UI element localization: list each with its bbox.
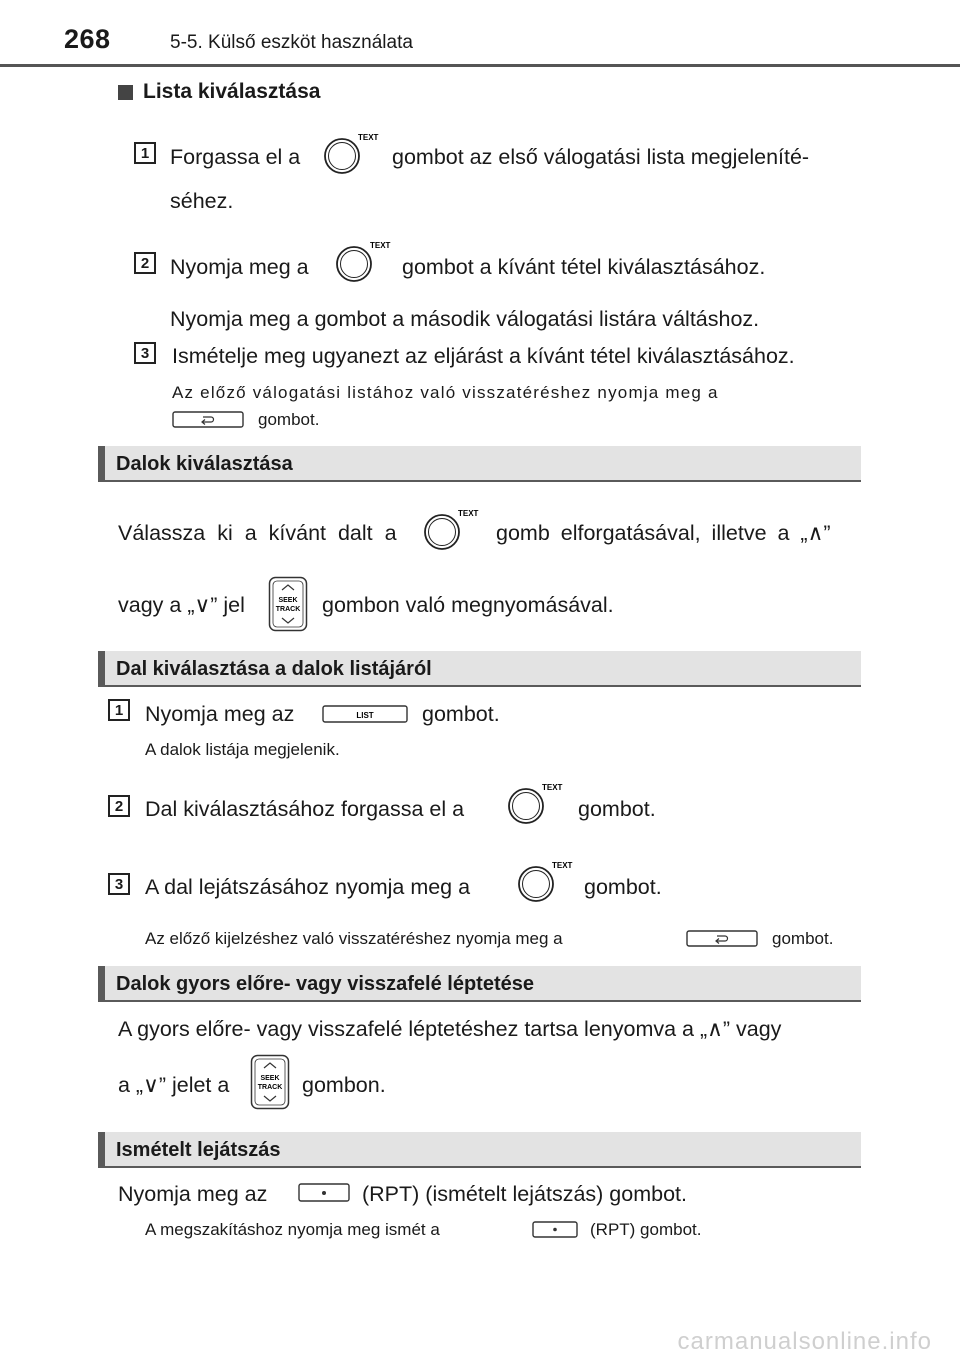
section-header-song-list: Dal kiválasztása a dalok listájáról (98, 651, 861, 687)
seek-track-button-icon (250, 1054, 290, 1110)
list-step1-b: gombot. (422, 702, 500, 726)
step-number: 1 (134, 142, 156, 164)
svg-text:SEEK: SEEK (278, 597, 298, 604)
svg-text:TEXT: TEXT (370, 241, 391, 250)
rpt-button-icon (532, 1220, 578, 1240)
tune-knob-icon (322, 132, 379, 180)
svg-text:TEXT: TEXT (542, 783, 563, 792)
step-number: 1 (108, 699, 130, 721)
watermark: carmanualsonline.info (677, 1328, 932, 1355)
list-selection-heading: Lista kiválasztása (118, 80, 320, 104)
square-bullet-icon (118, 85, 133, 100)
step-number: 2 (134, 252, 156, 274)
page-number: 268 (64, 24, 111, 54)
step3-text: Ismételje meg ugyanezt az eljárást a kívánt tétel kiválasztásához. (172, 344, 795, 368)
list-step3-a: A dal lejátszásához nyomja meg a (145, 875, 471, 899)
tune-knob-icon (422, 508, 479, 556)
step1-text-b: gombot az első válogatási lista megjeleníté- (392, 145, 810, 169)
back-button-icon (686, 929, 758, 949)
rpt-button-icon (298, 1182, 350, 1204)
back-note-line1: Az előző válogatási listához való visszatéréshez nyomja meg a (172, 383, 719, 402)
section-header-fast-forward: Dalok gyors előre- vagy visszafelé léptetése (98, 966, 861, 1002)
seek-track-button-icon (268, 576, 308, 632)
step-number: 3 (108, 873, 130, 895)
step2-text-b: gombot a kívánt tétel kiválasztásához. (402, 255, 766, 279)
chapter-title: 5-5. Külső eszköt használata (170, 32, 413, 53)
svg-text:SEEK: SEEK (260, 1075, 280, 1082)
list-button-icon (322, 704, 408, 724)
list-step3-b: gombot. (584, 875, 662, 899)
step-number: 3 (134, 342, 156, 364)
back-button-icon (172, 410, 244, 430)
section-header-repeat: Ismételt lejátszás (98, 1132, 861, 1168)
songs-line1-a: Válassza ki a kívánt dalt a (118, 521, 397, 545)
svg-text:TRACK: TRACK (275, 606, 301, 613)
step1-text-a: Forgassa el a (170, 145, 301, 169)
ff-line2-a: a „∨” jelet a (118, 1073, 230, 1097)
songs-line1-b: gomb elforgatásával, illetve a „∧” (496, 521, 831, 545)
repeat-note-a: A megszakításhoz nyomja meg ismét a (145, 1220, 440, 1239)
header-divider (0, 64, 960, 67)
tune-knob-icon (516, 860, 573, 908)
step-number: 2 (108, 795, 130, 817)
step2-line2: Nyomja meg a gombot a második válogatási listára váltáshoz. (170, 307, 760, 331)
songs-line2-a: vagy a „∨” jel (118, 593, 245, 617)
ff-line1: A gyors előre- vagy visszafelé léptetéshez tartsa lenyomva a „∧” vagy (118, 1017, 782, 1041)
section-header-songs: Dalok kiválasztása (98, 446, 861, 482)
list-step1-note: A dalok listája megjelenik. (145, 740, 340, 759)
list-step2-b: gombot. (578, 797, 656, 821)
repeat-note-b: (RPT) gombot. (590, 1220, 702, 1239)
list-step3-note-a: Az előző kijelzéshez való visszatéréshez nyomja meg a (145, 929, 563, 948)
svg-text:TEXT: TEXT (552, 861, 573, 870)
ff-line2-b: gombon. (302, 1073, 386, 1097)
back-note-line2: gombot. (258, 410, 320, 429)
svg-text:LIST: LIST (356, 711, 374, 720)
svg-text:TRACK: TRACK (257, 1084, 283, 1091)
tune-knob-icon (334, 240, 391, 288)
svg-text:TEXT: TEXT (458, 509, 479, 518)
list-step2-a: Dal kiválasztásához forgassa el a (145, 797, 465, 821)
repeat-line-a: Nyomja meg az (118, 1182, 268, 1206)
tune-knob-icon (506, 782, 563, 830)
list-step1-a: Nyomja meg az (145, 702, 295, 726)
knob-text-label: TEXT (358, 133, 379, 142)
repeat-line-b: (RPT) (ismételt lejátszás) gombot. (362, 1182, 687, 1206)
step2-text-a: Nyomja meg a (170, 255, 309, 279)
list-step3-note-b: gombot. (772, 929, 834, 948)
songs-line2-b: gombon való megnyomásával. (322, 593, 614, 617)
step1-text-c: séhez. (170, 189, 234, 213)
